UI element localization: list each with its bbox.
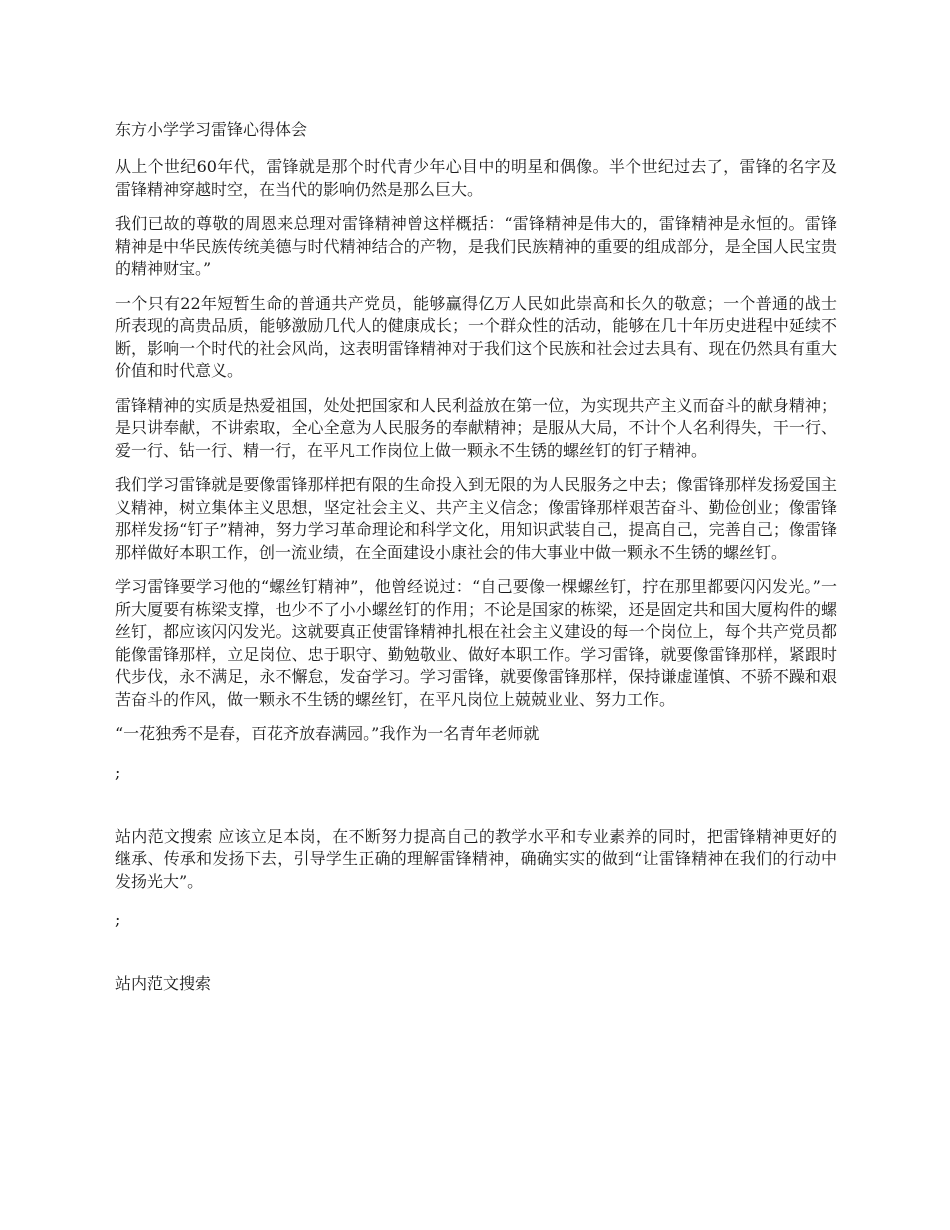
continuation-paragraph (115, 826, 837, 894)
paragraph-2: 我们已故的尊敬的周恩来总理对雷锋精神曾这样概括：“雷锋精神是伟大的，雷锋精神是永恒的。雷锋精神是中华民族传统美德与时代精神结合的产物，是我们民族精神的重要的组成部分，是全国人民宝贵的精神财宝。” (115, 214, 837, 278)
paragraph-1: 从上个世纪60年代，雷锋就是那个时代青少年心目中的明星和偶像。半个世纪过去了，雷锋的名字及雷锋精神穿越时空，在当代的影响仍然是那么巨大。 (115, 157, 837, 199)
paragraph-3: 一个只有22年短暂生命的普通共产党员，能够赢得亿万人民如此崇高和长久的敬意；一个普通的战士所表现的高贵品质，能够激励几代人的健康成长；一个群众性的活动，能够在几十年历史进程中延续不断，影响一个时代的社会风尚，这表明雷锋精神对于我们这个民族和社会过去具有、现在仍然具有重大价值和时代意义。 (115, 293, 837, 380)
paragraph-7: “一花独秀不是春，百花齐放春满园。”我作为一名青年老师就 (115, 724, 540, 743)
paragraph-6: 学习雷锋要学习他的“螺丝钉精神”，他曾经说过：“自己要像一棵螺丝钉，拧在那里都要闪闪发光。”一所大厦要有栋梁支撑，也少不了小小螺丝钉的作用；不论是国家的栋梁，还是固定共和国大厦构件的螺丝钉，都应该闪闪发光。这就要真正使雷锋精神扎根在社会主义建设的每一个岗位上，每个共产党员都能像雷锋那样，立足岗位、忠于职守、勤勉敬业、做好本职工作。学习雷锋，就要像雷锋那样，紧跟时代步伐，永不满足，永不懈怠，发奋学习。学习雷锋，就要像雷锋那样，保持谦虚谨慎、不骄不躁和艰苦奋斗的作风，做一颗永不生锈的螺丝钉，在平凡岗位上兢兢业业、努力工作。 (115, 577, 837, 709)
document-page (115, 118, 837, 995)
footer-search (115, 973, 837, 995)
continuation-text: 应该立足本岗，在不断努力提高自己的教学水平和专业素养的同时，把雷锋精神更好的继承、传承和发扬下去，引导学生正确的理解雷锋精神，确确实实的做到“让雷锋精神在我们的行动中发扬光大”。 (115, 826, 837, 891)
semicolon-separator-2: ; (115, 910, 121, 929)
site-search-link-footer[interactable]: 站内范文搜索 (115, 974, 212, 993)
document-title: 东方小学学习雷锋心得体会 (115, 120, 308, 139)
site-search-link[interactable]: 站内范文搜索 (115, 826, 213, 846)
paragraph-5: 我们学习雷锋就是要像雷锋那样把有限的生命投入到无限的为人民服务之中去；像雷锋那样发扬爱国主义精神，树立集体主义思想，坚定社会主义、共产主义信念；像雷锋那样艰苦奋斗、勤俭创业；像雷锋那样发扬“钉子”精神，努力学习革命理论和科学文化，用知识武装自己，提高自己，完善自己；像雷锋那样做好本职工作，创一流业绩，在全面建设小康社会的伟大事业中做一颗永不生锈的螺丝钉。 (115, 475, 837, 562)
semicolon-separator: ; (115, 762, 121, 782)
paragraph-4: 雷锋精神的实质是热爱祖国，处处把国家和人民利益放在第一位，为实现共产主义而奋斗的献身精神；是只讲奉献，不讲索取，全心全意为人民服务的奉献精神；是服从大局，不计个人名利得失，干一行、爱一行、钻一行、精一行，在平凡工作岗位上做一颗永不生锈的螺丝钉的钉子精神。 (115, 395, 837, 460)
